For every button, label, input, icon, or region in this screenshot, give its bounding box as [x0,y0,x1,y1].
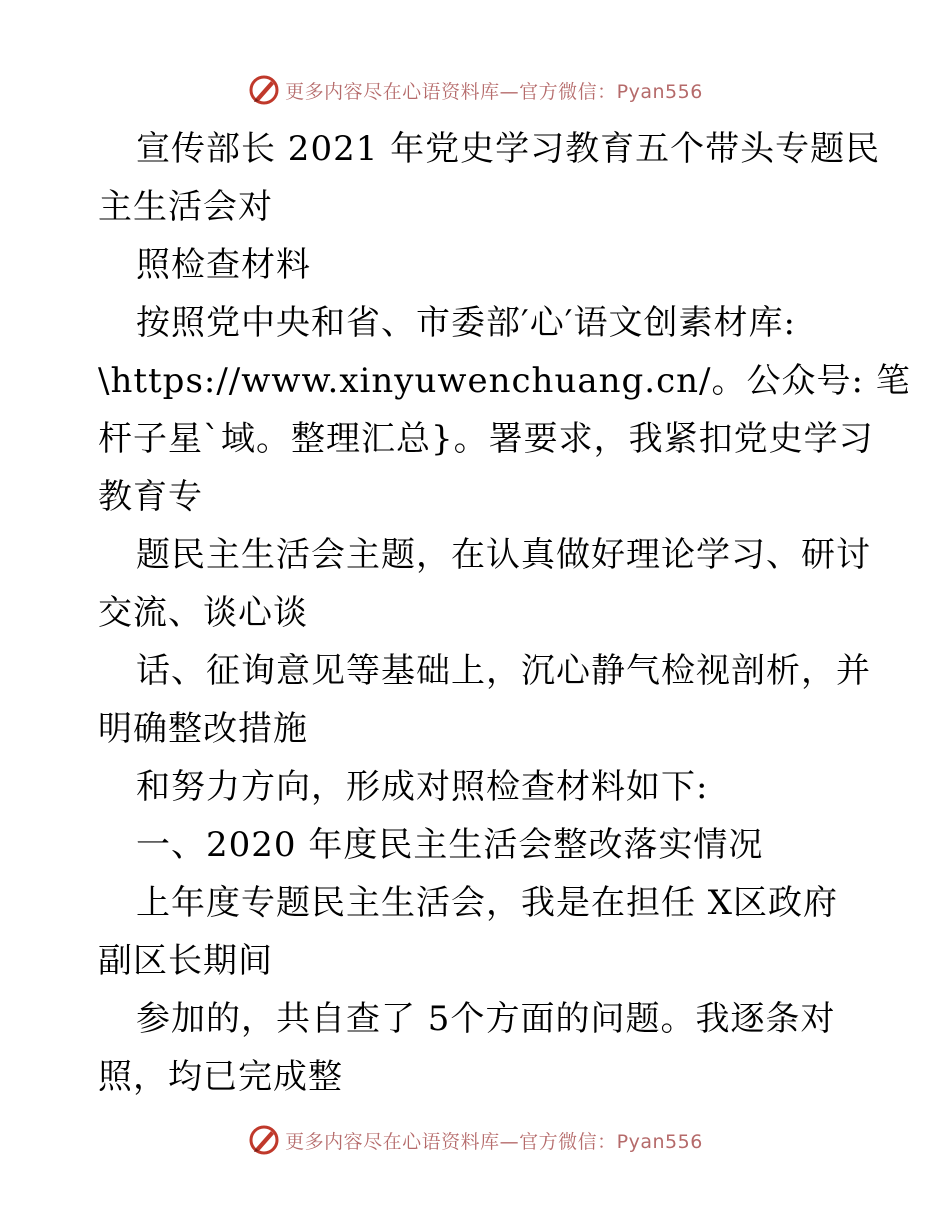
watermark-text: 更多内容尽在心语资料库—官方微信：Pyan556 [285,80,703,103]
text-line: 题民主生活会主题，在认真做好理论学习、研讨 [136,535,871,575]
text-line: 和努力方向，形成对照检查材料如下: [136,767,709,807]
text-line: 照，均已完成整 [98,1057,343,1097]
pen-logo-icon [247,73,281,107]
text-line: 一、2020 年度民主生活会整改落实情况 [136,825,764,865]
text-line: 明确整改措施 [98,709,308,749]
pen-logo-icon [247,1123,281,1157]
text-line: 照检查材料 [136,245,311,285]
watermark-footer [0,1120,950,1160]
text-line: 杆子星`域。整理汇总}。署要求，我紧扣党史学习 [98,419,874,459]
text-line: 按照党中央和省、市委部′心′语文创素材库: [136,303,796,343]
text-line: 交流、谈心谈 [98,593,308,633]
text-line: 话、征询意见等基础上，沉心静气检视剖析，并 [136,651,871,691]
watermark-header [0,70,950,110]
text-line: \https://www.xinyuwenchuang.cn/。公众号: 笔 [98,361,911,401]
watermark-text: 更多内容尽在心语资料库—官方微信：Pyan556 [285,1130,703,1153]
text-line: 教育专 [98,477,203,517]
text-line: 副区长期间 [98,941,273,981]
document-body [98,120,911,1106]
text-line: 上年度专题民主生活会，我是在担任 X区政府 [136,883,839,923]
text-line: 参加的，共自查了 5个方面的问题。我逐条对 [136,999,836,1039]
text-line: 宣传部长 2021 年党史学习教育五个带头专题民 [136,129,881,169]
text-line: 主生活会对 [98,187,273,227]
